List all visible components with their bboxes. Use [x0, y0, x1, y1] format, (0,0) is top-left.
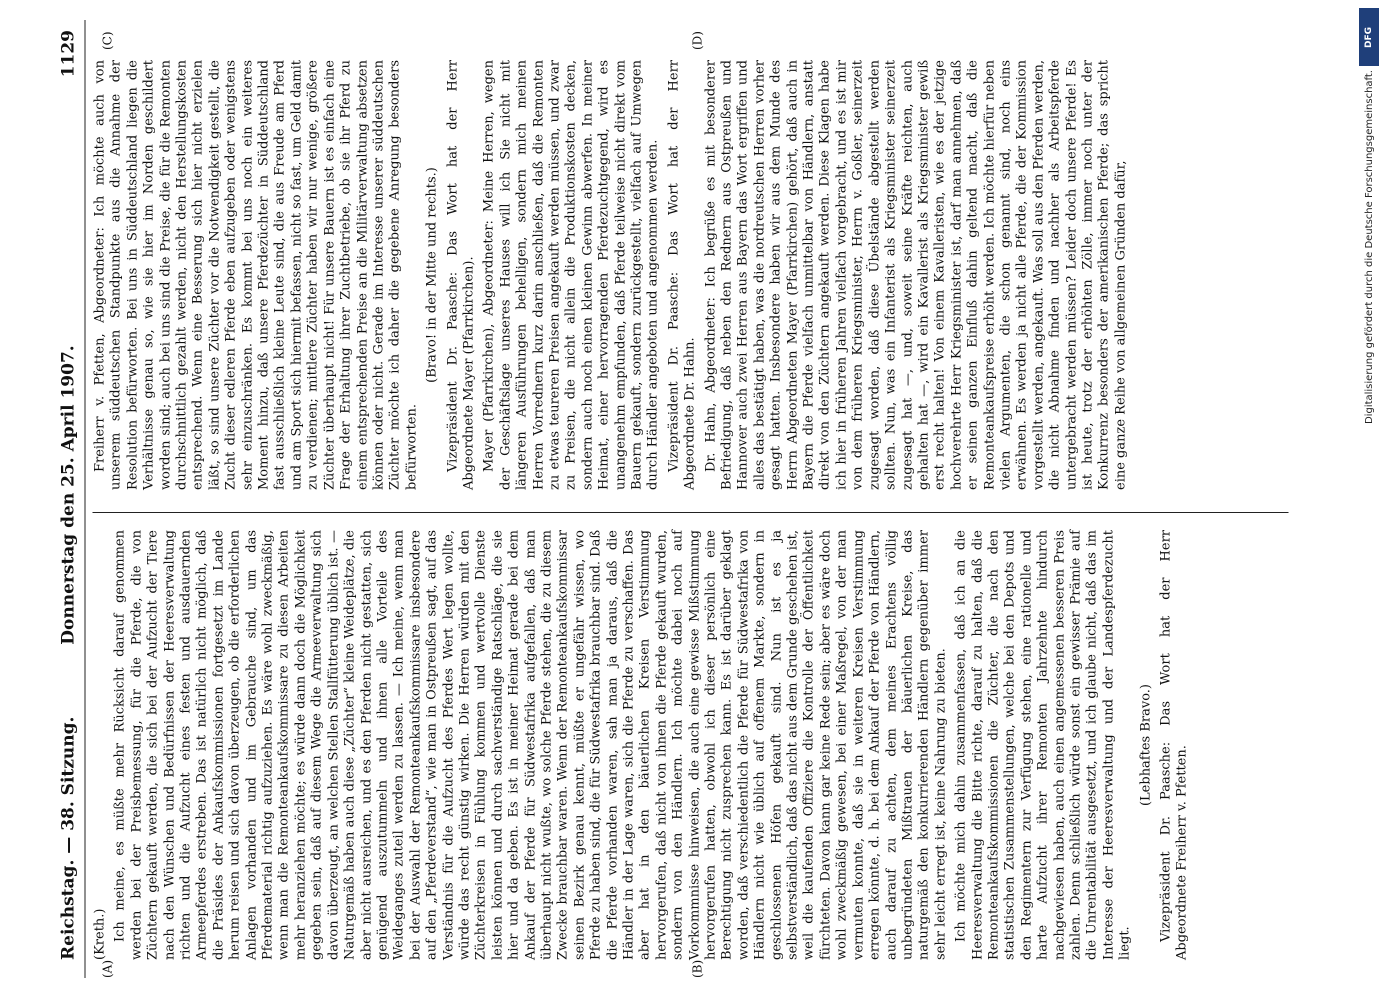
- dfg-logo: DFG: [1359, 8, 1379, 66]
- margin-mark-d: (D): [690, 31, 704, 50]
- page-number: 1129: [58, 30, 78, 78]
- vice-president-remark: Vizepräsident Dr. Paasche: Das Wort hat der Herr Abgeordnete Freiherr v. Pfetten.: [1158, 530, 1190, 960]
- column-divider: [92, 512, 1288, 513]
- header-rule: [84, 20, 85, 978]
- header-date: Donnerstag den 25. April 1907.: [58, 345, 78, 645]
- header-left: Reichstag. — 38. Sitzung.: [58, 716, 78, 960]
- left-column: [92, 530, 1195, 960]
- paragraph: Mayer (Pfarrkirchen), Abgeordneter: Meine Herren, wegen der Geschäftslage unseres Hauses will ich Sie nicht mit längeren Ausführungen behelligen, sondern mich meinen Herren Vorrednern kurz darin anschließen, daß die Remonten zu etwas teureren Preisen angekauft werden müssen, und zwar zu Preisen, die nicht allein die Produktionskosten decken, sondern auch noch einen kleinen Gewinn abwerfen. In meiner Heimat, einer hervorragenden Pferdezuchtgegend, wird es unangenehm empfunden, daß Pferde teilweise nicht direkt vom Bauern gekauft, sondern zurückgestellt, vielfach auf Umwegen durch Händler angeboten und angenommen werden.: [481, 60, 661, 490]
- digitization-note: Digitalisierung gefördert durch die Deutsche Forschungsgemeinschaft.: [1364, 70, 1375, 425]
- margin-mark-b: (B): [690, 959, 704, 978]
- applause: (Bravo! in der Mitte und rechts.): [424, 167, 440, 383]
- paragraph: Freiherr v. Pfetten, Abgeordneter: Ich möchte auch von unserem süddeutschen Standpunkte aus die Annahme der Resolution befürworten. Bei uns in Süddeutschland liegen die Verhältnisse genau so, wie sie hier im Norden geschildert worden sind; auch bei uns sind die Preise, die für die Remonten durchschnittlich gezahlt werden, nicht den Herstellungskosten entsprechend. Wenn eine Besserung sich hier nicht erzielen läßt, so sind unsere Züchter vor die Notwendigkeit gestellt, die Zucht dieser edleren Pferde eben aufzugeben oder wenigstens sehr einzuschränken. Es kommt bei uns noch ein weiteres Moment hinzu, daß unsere Pferdezüchter in Süddeutschland fast ausschließlich kleine Leute sind, die aus Freude am Pferd und am Sport sich hiermit befassen, nicht so fast, um Geld damit zu verdienen; mittlere Züchter haben wir nur wenige, größere Züchter überhaupt nicht! Für unsere Bauern ist es einfach eine Frage der Erhaltung ihrer Zuchtbetriebe, ob sie ihr Pferd zu einem entsprechenden Preise an die Militärverwaltung absetzen können oder nicht. Gerade im Interesse unserer süddeutschen Züchter möchte ich daher die gegebene Anregung besonders befürworten.: [92, 60, 419, 490]
- right-column: [92, 60, 1133, 490]
- speaker-tag: (Kreth.): [92, 908, 107, 960]
- vice-president-remark: Vizepräsident Dr. Paasche: Das Wort hat der Herr Abgeordnete Mayer (Pfarrkirchen).: [444, 60, 476, 490]
- page-header: [58, 30, 82, 960]
- paragraph: Ich möchte mich dahin zusammenfassen, daß ich an die Heeresverwaltung die Bitte richte, darauf zu halten, daß die Remonteankaufskommissionen die Züchter, die nach den statistischen Zusammenstellungen, welche bei den Depots und den Regimentern zur Verfügung stehen, eine rationelle und harte Aufzucht ihrer Remonten Jahrzehnte hindurch nachgewiesen haben, auch einen angemessenen besseren Preis zahlen. Denn schließlich würde sonst ein gewisser Prämie auf die Unrentabilität ausgesetzt, und ich glaube nicht, daß das im Interesse der Heeresverwaltung und der Landespferdezucht liegt.: [953, 530, 1133, 960]
- margin-mark-c: (C): [100, 31, 114, 50]
- margin-mark-a: (A): [100, 959, 114, 978]
- vice-president-remark: Vizepräsident Dr. Paasche: Das Wort hat der Herr Abgeordnete Dr. Hahn.: [665, 60, 698, 490]
- paragraph: Dr. Hahn, Abgeordneter: Ich begrüße es mit besonderer Befriedigung, daß neben den Rednern aus Ostpreußen und Hannover auch zwei Herren aus Bayern das Wort ergriffen und alles das bestätigt haben, was die nordreutschen Herren vorher gesagt hatten. Insbesondere haben wir aus dem Munde des Herrn Abgeordneten Mayer (Pfarrkirchen) gehört, daß auch in Bayern die Pferde vielfach unmittelbar von Händlern, anstatt direkt von den Züchtern angekauft werden. Diese Klagen habe ich hier in früheren Jahren vielfach vorgebracht, und es ist mir von dem früheren Kriegsminister, Herrn v. Goßler, seinerzeit zugesagt worden, daß diese Übelstände abgestellt werden sollten. Nun, was ein Infanterist als Kriegsminister seinerzeit zugesagt hat —, und, soweit seine Kräfte reichten, auch gehalten hat —, wird ein Kavallerist als Kriegsminister gewiß erst recht halten! Von einem Kavalleristen, wie es der jetzige hochverehrte Herr Kriegsminister ist, darf man annehmen, daß er seinen ganzen Einfluß dahin geltend macht, daß die Remonteankaufspreise erhöht werden. Ich möchte hierfür neben vielen Argumenten, die schon genannt sind, noch eins erwähnen. Es werden ja nicht alle Pferde, die der Kommission vorgestellt werden, angekauft. Was soll aus den Pferden werden, die nicht Abnahme finden und nachher als Arbeitspferde untergebracht werden müssen? Leider doch unsere Pferde! Es ist heute, trotz der erhöhten Zölle, immer noch unter der Konkurrenz besonders der amerikanischen Pferde; das spricht eine ganze Reihe von allgemeinen Gründen dafür,: [702, 60, 1128, 490]
- paragraph: Ich meine, es müßte mehr Rücksicht darauf genommen werden bei der Preisbemessung, für die Pferde, die von Züchtern gekauft werden, die sich bei der Aufzucht der Tiere nach den Wünschen und Bedürfnissen der Heeresverwaltung richten und die Aufzucht eines festen und ausdauernden Armeepferdes erstreben. Das ist natürlich nicht möglich, daß die Präsides der Ankaufskommissionen fortgesetzt im Lande herum reisen und sich davon überzeugen, ob die erforderlichen Anlagen vorhanden und im Gebrauche sind, um das Pferdematerial richtig aufzuziehen. Es wäre wohl zweckmäßig, wenn man die Remonteankaufskommissare zu diesen Arbeiten mehr heranziehen möchte; es würde dann doch die Möglichkeit gegeben sein, daß auf diesem Wege die Armeeverwaltung sich davon überzeugt, an welchen Stellen Stallfütterung üblich ist. — Naturgemäß haben auch diese „Züchter“ kleine Weideplätze, die aber nicht ausreichen, und es den Pferden nicht gestatten, sich genügend auszutummeln und ihnen alle Vorteile des Weideganges zuteil werden zu lassen. — Ich meine, wenn man bei der Auswahl der Remonteankaufskommissare insbesondere auf den „Pferdeverstand“, wie man in Ostpreußen sagt, auf das Verständnis für die Aufzucht des Pferdes Wert legen wollte, würde das recht günstig wirken. Die Herren würden mit den Züchterkreisen in Fühlung kommen und wertvolle Dienste leisten können und durch sachverständige Ratschläge, die sie hier und da geben. Es ist in meiner Heimat gerade bei dem Ankauf der Pferde für Südwestafrika aufgefallen, daß man überhaupt nicht wußte, wo solche Pferde stehen, die zu diesem Zwecke brauchbar waren. Wenn der Remonteankaufskommissar seinen Bezirk genau kennt, müßte er ungefähr wissen, wo Pferde zu haben sind, die für Südwestafrika brauchbar sind. Daß die Pferde vorhanden waren, sah man ja daraus, daß die Händler in der Lage waren, sich die Pferde zu verschaffen. Das aber hat in den bäuerlichen Kreisen Verstimmung hervorgerufen, daß nicht von ihnen die Pferde gekauft wurden, sondern von den Händlern. Ich möchte dabei noch auf Vorkommnisse hinweisen, die auch eine gewisse Mißstimmung hervorgerufen hatten, obwohl ich dieser persönlich eine Berechtigung nicht zusprechen kann. Es ist darüber geklagt worden, daß verschiedentlich die Pferde für Südwestafrika von Händlern nicht wie üblich auf offenem Markte, sondern in geschlossenen Höfen gekauft sind. Nun ist es ja selbstverständlich, daß das nicht aus dem Grunde geschehen ist, weil die kaufenden Offiziere die Kontrolle der Öffentlichkeit fürchteten. Davon kann gar keine Rede sein; aber es wäre doch wohl zweckmäßig gewesen, bei einer Maßregel, von der man vermuten konnte, daß sie in weiteren Kreisen Verstimmung erregen könnte, d. h. bei dem Ankauf der Pferde von Händlern, auch darauf zu achten, dem meines Erachtens völlig unbegründeten Mißtrauen der bäuerlichen Kreise, das naturgemäß den konkurrierenden Händlern gegenüber immer sehr leicht erregt ist, keine Nahrung zu bieten.: [112, 530, 948, 960]
- applause: (Lebhaftes Bravo.): [1137, 683, 1153, 807]
